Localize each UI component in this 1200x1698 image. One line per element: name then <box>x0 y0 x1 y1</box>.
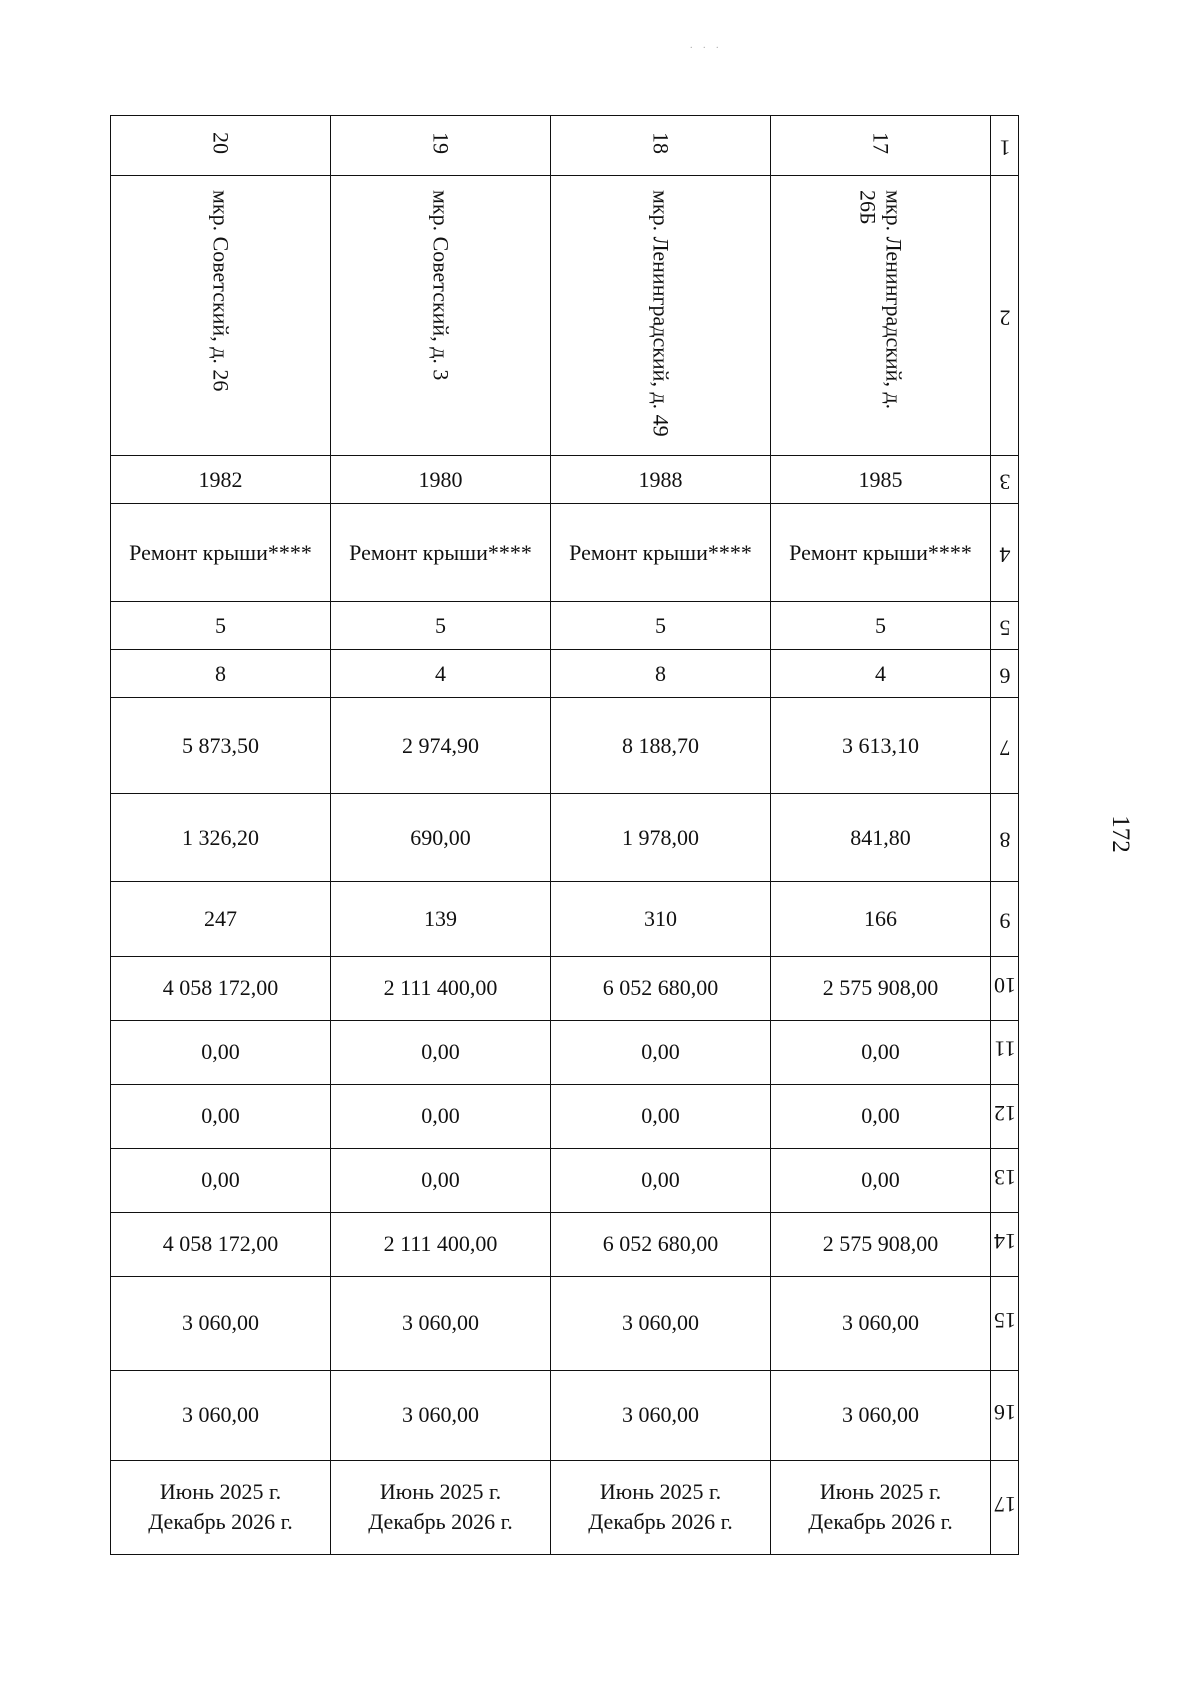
cell-c14-19: 2 111 400,00 <box>331 1212 551 1276</box>
cell-c5-18: 5 <box>551 602 771 650</box>
cell-c9-17: 166 <box>771 882 991 956</box>
cell-address-20: мкр. Советский, д. 26 <box>111 176 331 456</box>
cell-year-20: 1982 <box>111 456 331 504</box>
period-start: Июнь 2025 г. <box>599 1479 722 1505</box>
capital-repair-table <box>110 115 1019 1555</box>
column-number-6: 6 <box>991 650 1019 698</box>
cell-year-19: 1980 <box>331 456 551 504</box>
cell-work-19: Ремонт крыши**** <box>331 504 551 602</box>
cell-c8-20: 1 326,20 <box>111 794 331 882</box>
cell-work-18: Ремонт крыши**** <box>551 504 771 602</box>
row-col15 <box>111 1276 1019 1370</box>
cell-c13-19: 0,00 <box>331 1148 551 1212</box>
row-col12 <box>111 1084 1019 1148</box>
row-record-number <box>111 116 1019 176</box>
cell-c12-19: 0,00 <box>331 1084 551 1148</box>
cell-period-19 <box>331 1460 551 1554</box>
period-end: Декабрь 2026 г. <box>148 1509 293 1535</box>
cell-c6-19: 4 <box>331 650 551 698</box>
cell-c5-17: 5 <box>771 602 991 650</box>
row-col5 <box>111 602 1019 650</box>
column-number-11: 11 <box>991 1020 1019 1084</box>
cell-c7-20: 5 873,50 <box>111 698 331 794</box>
cell-c8-18: 1 978,00 <box>551 794 771 882</box>
cell-c13-17: 0,00 <box>771 1148 991 1212</box>
cell-c14-17: 2 575 908,00 <box>771 1212 991 1276</box>
cell-c16-18: 3 060,00 <box>551 1370 771 1460</box>
cell-c10-17: 2 575 908,00 <box>771 956 991 1020</box>
period-end: Декабрь 2026 г. <box>368 1509 513 1535</box>
cell-c12-17: 0,00 <box>771 1084 991 1148</box>
cell-year-18: 1988 <box>551 456 771 504</box>
cell-c6-18: 8 <box>551 650 771 698</box>
cell-period-20 <box>111 1460 331 1554</box>
cell-c15-19: 3 060,00 <box>331 1276 551 1370</box>
cell-c7-19: 2 974,90 <box>331 698 551 794</box>
column-number-8: 8 <box>991 794 1019 882</box>
row-col8 <box>111 794 1019 882</box>
column-number-14: 14 <box>991 1212 1019 1276</box>
cell-c7-17: 3 613,10 <box>771 698 991 794</box>
column-number-12: 12 <box>991 1084 1019 1148</box>
period-end: Декабрь 2026 г. <box>808 1509 953 1535</box>
cell-c7-18: 8 188,70 <box>551 698 771 794</box>
cell-c14-20: 4 058 172,00 <box>111 1212 331 1276</box>
cell-address-19: мкр. Советский, д. 3 <box>331 176 551 456</box>
row-col9 <box>111 882 1019 956</box>
cell-c10-20: 4 058 172,00 <box>111 956 331 1020</box>
cell-c9-19: 139 <box>331 882 551 956</box>
column-number-1: 1 <box>991 116 1019 176</box>
column-number-3: 3 <box>991 456 1019 504</box>
cell-c9-18: 310 <box>551 882 771 956</box>
cell-num-20: 20 <box>111 116 331 176</box>
cell-address-18: мкр. Ленинградский, д. 49 <box>551 176 771 456</box>
cell-c8-17: 841,80 <box>771 794 991 882</box>
cell-address-17: мкр. Ленинградский, д. 26Б <box>771 176 991 456</box>
cell-period-18 <box>551 1460 771 1554</box>
column-number-5: 5 <box>991 602 1019 650</box>
cell-c5-20: 5 <box>111 602 331 650</box>
cell-c8-19: 690,00 <box>331 794 551 882</box>
cell-period-17 <box>771 1460 991 1554</box>
period-start: Июнь 2025 г. <box>379 1479 502 1505</box>
cell-c16-20: 3 060,00 <box>111 1370 331 1460</box>
cell-c14-18: 6 052 680,00 <box>551 1212 771 1276</box>
cell-num-19: 19 <box>331 116 551 176</box>
column-number-7: 7 <box>991 698 1019 794</box>
row-col16 <box>111 1370 1019 1460</box>
column-number-17: 17 <box>991 1460 1019 1554</box>
cell-c16-19: 3 060,00 <box>331 1370 551 1460</box>
scan-speck: . . . <box>690 40 723 51</box>
cell-c16-17: 3 060,00 <box>771 1370 991 1460</box>
cell-c11-19: 0,00 <box>331 1020 551 1084</box>
cell-c15-18: 3 060,00 <box>551 1276 771 1370</box>
cell-c15-17: 3 060,00 <box>771 1276 991 1370</box>
row-address <box>111 176 1019 456</box>
cell-c12-18: 0,00 <box>551 1084 771 1148</box>
row-year <box>111 456 1019 504</box>
cell-c9-20: 247 <box>111 882 331 956</box>
column-number-16: 16 <box>991 1370 1019 1460</box>
cell-year-17: 1985 <box>771 456 991 504</box>
cell-c10-18: 6 052 680,00 <box>551 956 771 1020</box>
row-period <box>111 1460 1019 1554</box>
period-start: Июнь 2025 г. <box>819 1479 942 1505</box>
cell-c15-20: 3 060,00 <box>111 1276 331 1370</box>
row-col14 <box>111 1212 1019 1276</box>
cell-c11-18: 0,00 <box>551 1020 771 1084</box>
cell-num-18: 18 <box>551 116 771 176</box>
column-number-13: 13 <box>991 1148 1019 1212</box>
column-number-2: 2 <box>991 176 1019 456</box>
row-work-type <box>111 504 1019 602</box>
cell-c10-19: 2 111 400,00 <box>331 956 551 1020</box>
row-col13 <box>111 1148 1019 1212</box>
row-col7 <box>111 698 1019 794</box>
cell-c11-17: 0,00 <box>771 1020 991 1084</box>
cell-c13-18: 0,00 <box>551 1148 771 1212</box>
column-number-10: 10 <box>991 956 1019 1020</box>
row-col11 <box>111 1020 1019 1084</box>
cell-num-17: 17 <box>771 116 991 176</box>
column-number-9: 9 <box>991 882 1019 956</box>
cell-c6-20: 8 <box>111 650 331 698</box>
row-col6 <box>111 650 1019 698</box>
cell-work-20: Ремонт крыши**** <box>111 504 331 602</box>
cell-c5-19: 5 <box>331 602 551 650</box>
cell-c6-17: 4 <box>771 650 991 698</box>
column-number-4: 4 <box>991 504 1019 602</box>
row-col10 <box>111 956 1019 1020</box>
page-number: 172 <box>1107 815 1134 853</box>
column-number-15: 15 <box>991 1276 1019 1370</box>
cell-c12-20: 0,00 <box>111 1084 331 1148</box>
cell-work-17: Ремонт крыши**** <box>771 504 991 602</box>
cell-c11-20: 0,00 <box>111 1020 331 1084</box>
cell-c13-20: 0,00 <box>111 1148 331 1212</box>
period-start: Июнь 2025 г. <box>159 1479 282 1505</box>
period-end: Декабрь 2026 г. <box>588 1509 733 1535</box>
